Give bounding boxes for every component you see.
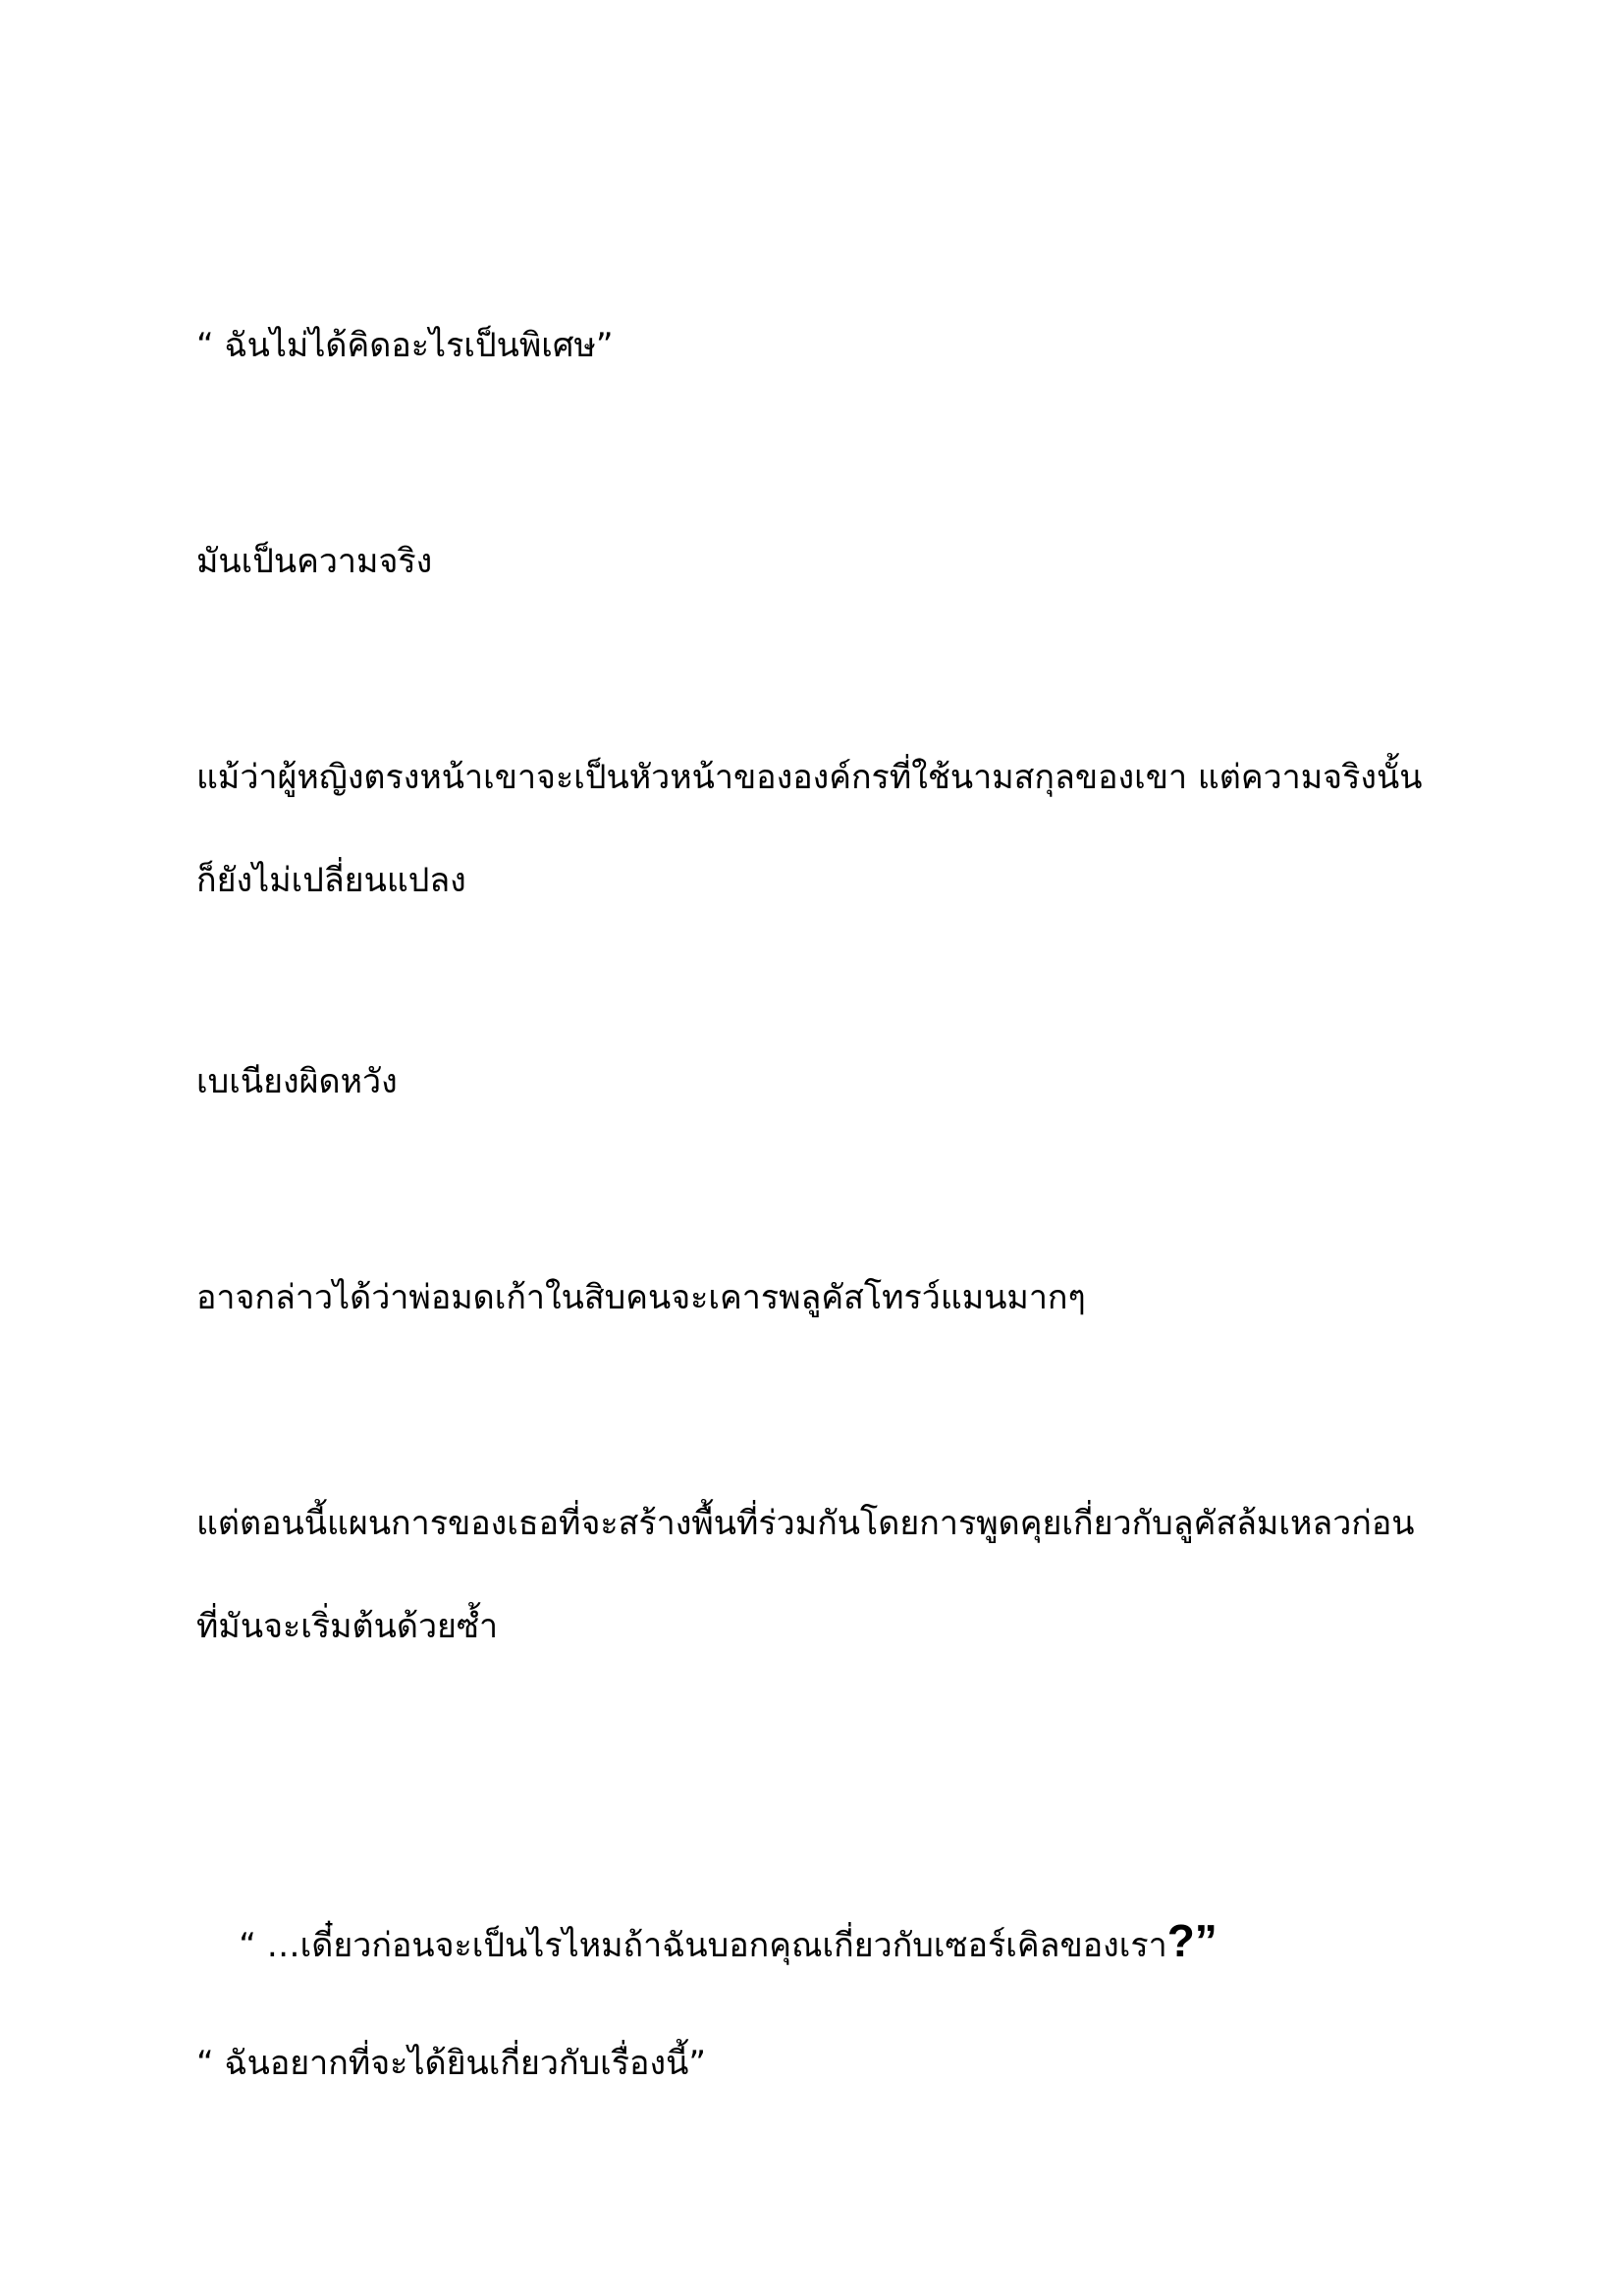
paragraph-7-text: “ …เดี๋ยวก่อนจะเป็นไรไหมถ้าฉันบอกคุณเกี่ยวกับเซอร์เคิลของเรา xyxy=(239,1926,1167,1965)
paragraph-1: “ ฉันไม่ได้คิดอะไรเป็นพิเศษ” xyxy=(196,326,614,365)
paragraph-6: แต่ตอนนี้แผนการของเธอที่จะสร้างพื้นที่ร่วมกันโดยการพูดคุยเกี่ยวกับลูคัสล้มเหลวก่อนที่มันจะเริ่มต้นด้วยซ้ำ xyxy=(196,1504,1415,1646)
paragraph-3: แม้ว่าผู้หญิงตรงหน้าเขาจะเป็นหัวหน้าขององค์กรที่ใช้นามสกุลของเขา แต่ความจริงนั้นก็ยังไม่เปลี่ยนแปลง xyxy=(196,758,1423,900)
paragraph-7-question-mark: ?” xyxy=(1166,1915,1218,1966)
paragraph-8: “ ฉันอยากที่จะได้ยินเกี่ยวกับเรื่องนี้” xyxy=(196,2044,706,2083)
paragraph-4: เบเนียงผิดหวัง xyxy=(196,1062,398,1101)
paragraph-5: อาจกล่าวได้ว่าพ่อมดเก้าในสิบคนจะเคารพลูคัสโทรว์แมนมากๆ xyxy=(196,1278,1086,1317)
paragraph-2: มันเป็นความจริง xyxy=(196,542,433,581)
